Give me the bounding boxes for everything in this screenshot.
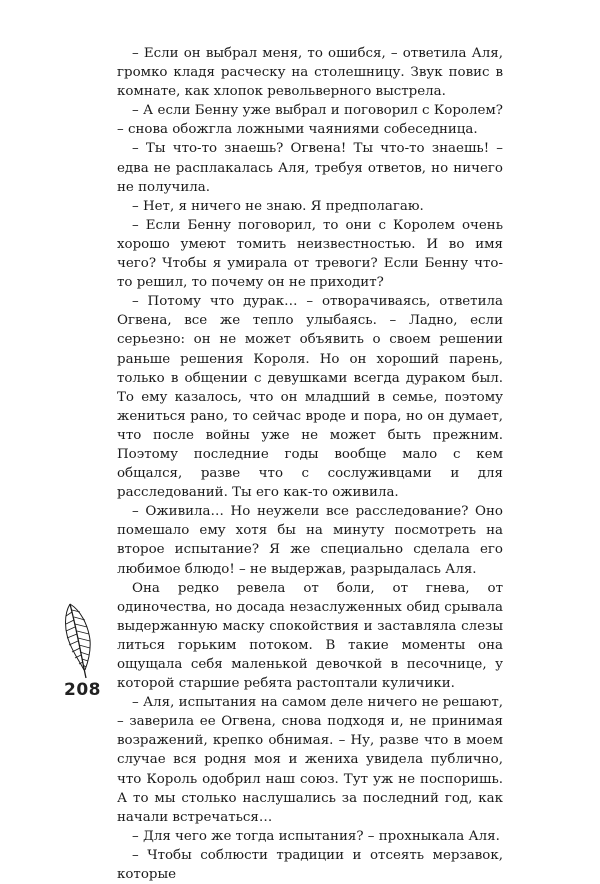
paragraph: – Потому что дурак… – отворачиваясь, ответила Огвена, все же тепло улыбаясь. – Ладно, если серьезно: он не может объявить о своем решении раньше решения Короля. Но он хороший парень, только в общении с девушками всегда дураком был. То ему казалось, что он младший в семье, поэтому жениться рано, то сейчас вроде и пора, но он думает, что после войны уже не может быть прежним. Поэтому последние годы вообще мало с кем общался, разве что с сослуживцами и для расследований. Ты его как-то оживила. [117, 294, 503, 501]
paragraph: – Чтобы соблюсти традиции и отсеять мерзавок, которые [117, 847, 503, 883]
paragraph: – Оживила… Но неужели все расследование? Оно помешало ему хотя бы на минуту посмотреть на второе испытание? Я же специально сделала его любимое блюдо! – не выдержав, разрыдалась Аля. [117, 504, 503, 577]
body-text [117, 44, 503, 884]
feather-icon [62, 600, 96, 680]
paragraph: – Нет, я ничего не знаю. Я предполагаю. [132, 198, 424, 214]
page-number: 208 [64, 680, 101, 700]
paragraph: Она редко ревела от боли, от гнева, от одиночества, но досада незаслуженных обид срывала выдержанную маску спокойствия и заставляла слезы литься горьким потоком. В такие моменты она ощущала себя маленькой девочкой в песочнице, у которой старшие ребята растоптали куличики. [117, 580, 503, 692]
paragraph: – Аля, испытания на самом деле ничего не решают, – заверила ее Огвена, снова подходя и, не принимая возражений, крепко обнимая. – Ну, разве что в моем случае вся родня моя и жениха увидела публично, что Король одобрил наш союз. Тут уж не поспоришь. А то мы столько наслушались за последний год, как начали встречаться… [117, 695, 503, 825]
paragraph: – Ты что-то знаешь? Огвена! Ты что-то знаешь! – едва не расплакалась Аля, требуя ответов, но ничего не получила. [117, 141, 503, 195]
paragraph: – Для чего же тогда испытания? – прохныкала Аля. [132, 828, 500, 844]
paragraph: – А если Бенну уже выбрал и поговорил с Королем? – снова обожгла ложными чаяниями собеседница. [117, 103, 503, 138]
paragraph: – Если Бенну поговорил, то они с Королем очень хорошо умеют томить неизвестностью. И во имя чего? Чтобы я умирала от тревоги? Если Бенну что-то решил, то почему он не приходит? [117, 217, 503, 291]
paragraph: – Если он выбрал меня, то ошибся, – ответила Аля, громко кладя расческу на столешницу. Звук повис в комнате, как хлопок револьверного выстрела. [117, 46, 503, 100]
